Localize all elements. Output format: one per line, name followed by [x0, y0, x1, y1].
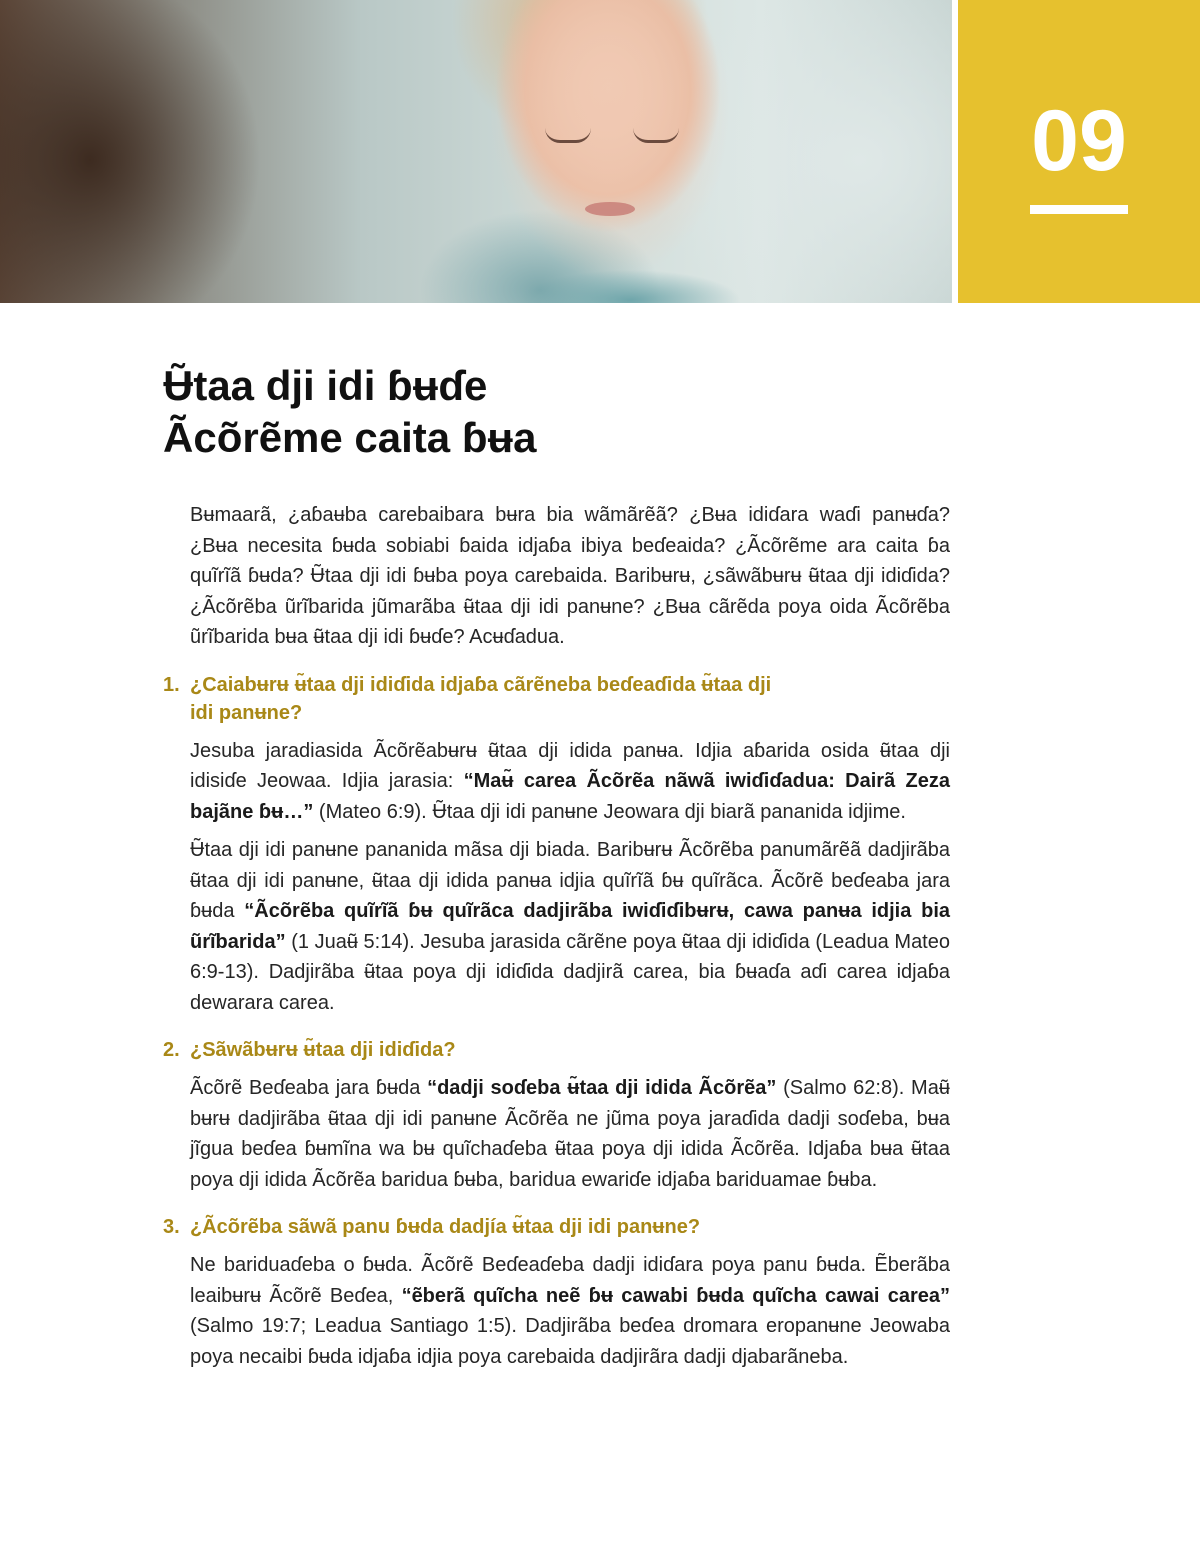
question-text: ¿Ãcõrẽba sãwã panu ɓʉda dadjía ʉ̃taa dji idi panʉne? — [190, 1216, 701, 1238]
answer-text: Ʉ̃taa dji idi panʉne pananida mãsa dji biada. Baribʉrʉ Ãcõrẽba panumãrẽã dadjirãba ʉ̃taa dji idi panʉne, ʉ̃taa dji idida panʉa idjia quĩrĩã ɓʉ quĩrãca. Ãcõrẽ beɗeaba jara ɓʉda — [190, 839, 950, 922]
photo-face-tone — [470, 0, 750, 303]
page-title-line-2: Ãcõrẽme caita ɓʉa — [163, 414, 537, 461]
answer-text: Ãcõrẽ Beɗeaba jara ɓʉda — [190, 1077, 428, 1099]
lesson-number: 09 — [1031, 93, 1127, 189]
answer-paragraph — [190, 835, 950, 1018]
scripture-quote: “dadji soɗeba ʉ̃taa dji idida Ãcõrẽa” — [427, 1077, 777, 1099]
question-number: 2. — [163, 1039, 180, 1061]
answer-text: (Mateo 6:9). Ʉ̃taa dji idi panʉne Jeowara dji biarã pananida idjime. — [313, 800, 906, 823]
answer-text: Ne bariduaɗeba o ɓʉda. Ãcõrẽ Beɗeaɗeba dadji idiɗara poya panu ɓʉda. Ẽberãba leaibʉrʉ Ãcõrẽ Beɗea, — [190, 1254, 950, 1307]
question-heading — [163, 671, 950, 727]
page-title-line-1: Ʉ̃taa dji idi ɓʉɗe — [163, 362, 488, 409]
question-text: ¿Sãwãbʉrʉ ʉ̃taa dji idiɗida? — [190, 1039, 456, 1061]
answer-paragraph — [190, 736, 950, 828]
question-heading — [163, 1213, 950, 1241]
scripture-quote: “Ãcõrẽba quĩrĩã ɓʉ quĩrãca dadjirãba iwiɗiɗibʉrʉ, cawa panʉa idjia bia ũrĩbarida” — [190, 900, 950, 953]
answer-text: (Salmo 62:8). Maʉ̃ bʉrʉ dadjirãba ʉ̃taa dji idi panʉne Ãcõrẽa ne jũma poya jaraɗida dadji soɗeba, bʉa jĩgua beɗea ɓʉmĩna wa bʉ quĩchaɗeba ʉ̃taa poya dji idida Ãcõrẽa. Idjaɓa bʉa ʉ̃taa poya dji idida Ãcõrẽa baridua ɓʉba, baridua ewariɗe idjaɓa bariduamae ɓʉba. — [190, 1077, 950, 1191]
answer-text: Jesuba jaradiasida Ãcõrẽabʉrʉ ʉ̃taa dji idida panʉa. Idjia aɓarida osida ʉ̃taa dji idisiɗe Jeowaa. Idjia jarasia: — [190, 739, 950, 792]
scripture-quote: “Maʉ̃ carea Ãcõrẽa nãwã iwiɗiɗadua: Dairã Zeza bajãne ɓʉ…” — [190, 770, 950, 823]
question-section-2 — [163, 1036, 950, 1195]
question-number: 1. — [163, 673, 180, 696]
question-section-1 — [163, 671, 950, 1019]
question-heading — [163, 1036, 950, 1064]
question-text: ¿Caiabʉrʉ ʉ̃taa dji idiɗida idjaɓa cãrẽneba beɗeaɗida ʉ̃taa dji idi panʉne? — [190, 673, 772, 724]
question-number: 3. — [163, 1216, 180, 1238]
lesson-number-badge — [958, 0, 1200, 303]
photo-shirt — [520, 270, 740, 303]
scripture-quote: “ẽberã quĩcha neẽ ɓʉ cawabi ɓʉda quĩcha cawai carea” — [401, 1284, 950, 1307]
lesson-body — [163, 500, 950, 1372]
lesson-number-underline — [1030, 205, 1128, 214]
answer-text: (1 Juaʉ̃ 5:14). Jesuba jarasida cãrẽne poya ʉ̃taa dji idiɗida (Leadua Mateo 6:9-13). Dadjirãba ʉ̃taa poya dji idiɗida dadjirã carea, bia ɓʉaɗa aɗi carea idjaɓa dewarara carea. — [190, 930, 950, 1014]
intro-paragraph: Bʉmaarã, ¿aɓaʉba carebaibara bʉra bia wãmãrẽã? ¿Bʉa idiɗara waɗi panʉɗa? ¿Bʉa necesita ɓʉda sobiabi ɓaida idjaɓa ibiya beɗeaida? ¿Ãcõrẽme ara caita ɓa quĩrĩã ɓʉda? Ʉ̃taa dji idi ɓʉba poya carebaida. Baribʉrʉ, ¿sãwãbʉrʉ ʉ̃taa dji idiɗida? ¿Ãcõrẽba ũrĩbarida jũmarãba ʉ̃taa dji idi panʉne? ¿Bʉa cãrẽda poya oida Ãcõrẽba ũrĩbarida bʉa ʉ̃taa dji idi ɓʉɗe? Acʉɗadua. — [190, 504, 950, 648]
page-title — [163, 360, 537, 464]
answer-paragraph — [190, 1250, 950, 1372]
answer-paragraph — [190, 1073, 950, 1195]
header-photo — [0, 0, 952, 303]
question-section-3 — [163, 1213, 950, 1372]
photo-lips — [585, 202, 635, 216]
answer-text: (Salmo 19:7; Leadua Santiago 1:5). Dadjirãba beɗea dromara eropanʉne Jeowaba poya necaibi ɓʉda idjaɓa idjia poya carebaida dadjirãra dadji djabarãneba. — [190, 1315, 950, 1368]
